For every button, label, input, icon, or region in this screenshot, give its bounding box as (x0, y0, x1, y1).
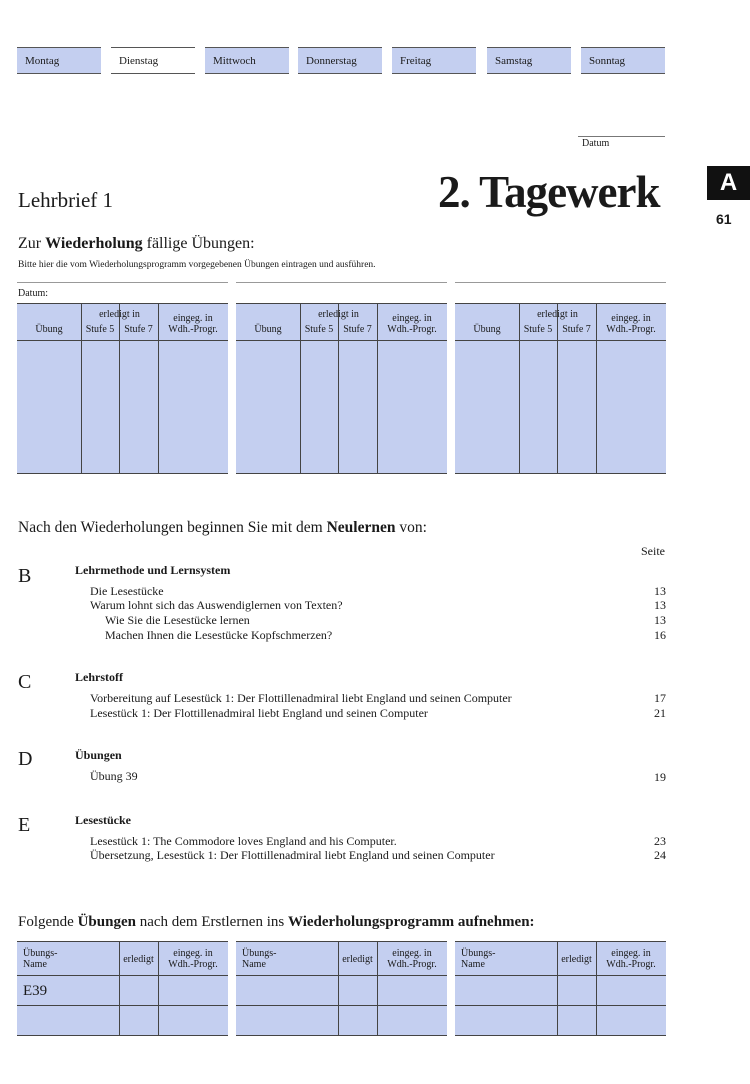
toc-item[interactable]: Die Lesestücke (90, 584, 164, 598)
toc-item[interactable]: Übersetzung, Lesestück 1: Der Flottillenadmiral liebt England und seinen Computer (90, 848, 495, 862)
toc-item[interactable]: Lesestück 1: The Commodore loves England and his Computer. (90, 834, 397, 848)
col-program: Wdh.-Progr. (168, 959, 218, 970)
section-letter-b: B (18, 565, 32, 587)
col-program: Wdh.-Progr. (387, 959, 437, 970)
col-done: erledigt (123, 954, 154, 965)
review-instruction: Bitte hier die vom Wiederholungsprogramm vorgegebenen Übungen eintragen und ausführen. (18, 260, 376, 270)
section-title-c: Lehrstoff (75, 670, 123, 684)
toc-page: 23 (654, 834, 666, 848)
toc-item[interactable]: Vorbereitung auf Lesestück 1: Der Flottillenadmiral liebt England und seinen Computer (90, 691, 512, 705)
col-level5: Stufe 5 (304, 324, 334, 335)
section-letter-e: E (18, 814, 31, 836)
toc-page: 24 (654, 848, 666, 862)
toc-item[interactable]: Übung 39 (90, 769, 138, 783)
day-tab-samstag[interactable]: Samstag (487, 47, 571, 74)
date-label: Datum (582, 138, 610, 149)
intro-text: Nach den Wiederholungen beginnen Sie mit dem Neulernen von: (18, 519, 427, 536)
followup-table-3[interactable] (455, 941, 666, 1036)
day-tab-freitag[interactable]: Freitag (392, 47, 476, 74)
col-level5: Stufe 5 (523, 324, 553, 335)
col-program: Wdh.-Progr. (168, 324, 218, 335)
review-table-3[interactable] (455, 303, 666, 474)
col-entered: eingeg. in (611, 948, 651, 959)
date-line (578, 136, 665, 137)
review-line-3 (455, 282, 666, 283)
section-title-b: Lehrmethode und Lernsystem (75, 563, 231, 577)
toc-item[interactable]: Lesestück 1: Der Flottillenadmiral liebt England und seinen Computer (90, 706, 428, 720)
col-exercise: Übung (254, 324, 282, 335)
toc-item[interactable]: Machen Ihnen die Lesestücke Kopfschmerzen? (105, 628, 333, 642)
col-name: Übungs- Name (242, 948, 277, 970)
day-tab-donnerstag[interactable]: Donnerstag (298, 47, 382, 74)
day-tab-montag[interactable]: Montag (17, 47, 101, 74)
lesson-title: Lehrbrief 1 (18, 188, 114, 212)
col-program: Wdh.-Progr. (606, 959, 656, 970)
review-date-label: Datum: (18, 288, 48, 299)
review-line-2 (236, 282, 447, 283)
toc-page: 21 (654, 706, 666, 720)
col-name: Übungs- Name (23, 948, 58, 970)
section-letter-d: D (18, 748, 33, 770)
col-entered: eingeg. in (392, 313, 432, 324)
col-entered: eingeg. in (173, 313, 213, 324)
col-entered: eingeg. in (173, 948, 213, 959)
day-tab-dienstag[interactable]: Dienstag (111, 47, 195, 74)
day-tab-sonntag[interactable]: Sonntag (581, 47, 665, 74)
col-entered: eingeg. in (611, 313, 651, 324)
toc-page: 13 (654, 613, 666, 627)
col-done: erledigt in (318, 309, 359, 320)
toc-page: 19 (654, 770, 666, 784)
review-heading: Zur Wiederholung fällige Übungen: (18, 235, 255, 252)
col-entered: eingeg. in (392, 948, 432, 959)
followup-heading: Folgende Übungen nach dem Erstlernen ins Wiederholungsprogramm aufnehmen: (18, 914, 535, 930)
col-done: erledigt (342, 954, 373, 965)
page-column-label: Seite (641, 544, 665, 558)
section-title-e: Lesestücke (75, 813, 131, 827)
col-program: Wdh.-Progr. (387, 324, 437, 335)
toc-page: 13 (654, 584, 666, 598)
col-level7: Stufe 7 (124, 324, 153, 335)
chapter-tab: A (707, 166, 750, 200)
col-exercise: Übung (473, 324, 501, 335)
col-name: Übungs- Name (461, 948, 496, 970)
col-level5: Stufe 5 (85, 324, 115, 335)
review-table-2[interactable] (236, 303, 447, 474)
col-exercise: Übung (35, 324, 63, 335)
entry-exercise-name[interactable]: E39 (23, 983, 48, 999)
toc-page: 17 (654, 691, 666, 705)
section-letter-c: C (18, 671, 32, 693)
toc-item[interactable]: Warum lohnt sich das Auswendiglernen von Texten? (90, 598, 343, 612)
day-title: 2. Tagewerk (438, 167, 660, 217)
col-level7: Stufe 7 (343, 324, 372, 335)
day-tab-mittwoch[interactable]: Mittwoch (205, 47, 289, 74)
section-title-d: Übungen (75, 748, 122, 762)
toc-page: 13 (654, 598, 666, 612)
followup-table-2[interactable] (236, 941, 447, 1036)
col-level7: Stufe 7 (562, 324, 591, 335)
review-table-1[interactable] (17, 303, 228, 474)
toc-item[interactable]: Wie Sie die Lesestücke lernen (105, 613, 250, 627)
col-done: erledigt (561, 954, 592, 965)
col-program: Wdh.-Progr. (606, 324, 656, 335)
review-line-1 (17, 282, 228, 283)
col-done: erledigt in (99, 309, 140, 320)
page-number: 61 (716, 211, 732, 227)
col-done: erledigt in (537, 309, 578, 320)
toc-page: 16 (654, 628, 666, 642)
followup-table-1[interactable] (17, 941, 228, 1036)
